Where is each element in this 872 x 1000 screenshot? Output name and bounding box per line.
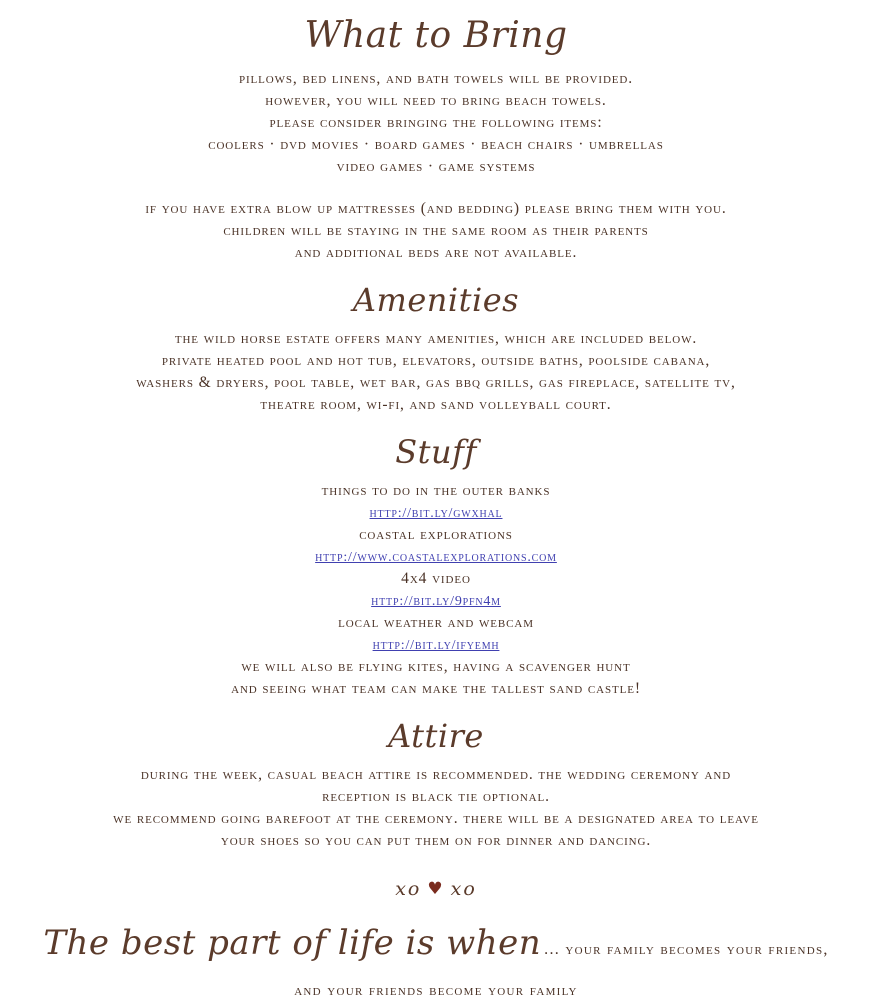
section-heading-stuff: Stuff xyxy=(395,433,477,471)
section-heading-attire: Attire xyxy=(388,717,484,755)
text-line: 4x4 video xyxy=(401,570,471,587)
text-line: local weather and webcam xyxy=(338,614,534,631)
closing-line-2: and your friends become your family xyxy=(294,982,578,999)
text-line: we recommend going barefoot at the ceremony. there will be a designated area to leave xyxy=(113,810,759,827)
text-line: private heated pool and hot tub, elevators, outside baths, poolside cabana, xyxy=(161,352,711,369)
text-line: however, you will need to bring beach towels. xyxy=(265,92,607,109)
text-line: coastal explorations xyxy=(359,526,513,543)
section-heading-amenities: Amenities xyxy=(352,281,520,319)
what-to-bring-paragraph-1 xyxy=(20,68,852,178)
link-4x4-video[interactable]: http://bit.ly/9pfn4m xyxy=(371,594,501,609)
link-coastal-explorations[interactable]: http://www.coastalexplorations.com xyxy=(315,550,557,565)
section-heading-what-to-bring: What to Bring xyxy=(304,15,568,56)
text-line: your shoes so you can put them on for dinner and dancing. xyxy=(220,832,652,849)
link-line xyxy=(20,590,852,612)
heart-icon: ♥ xyxy=(427,879,445,899)
link-line xyxy=(20,502,852,524)
text-line: things to do in the outer banks xyxy=(321,482,551,499)
text-line: coolers · dvd movies · board games · beach chairs · umbrellas xyxy=(208,136,664,153)
link-line xyxy=(20,546,852,568)
text-line: washers & dryers, pool table, wet bar, gas bbq grills, gas fireplace, satellite tv, xyxy=(136,374,736,391)
stuff-body xyxy=(20,480,852,700)
text-line: we will also be flying kites, having a scavenger hunt xyxy=(241,658,631,675)
attire-body xyxy=(20,764,852,852)
text-line: children will be staying in the same room as their parents xyxy=(223,222,649,239)
text-line: and seeing what team can make the tallest sand castle! xyxy=(231,680,641,697)
link-line xyxy=(20,634,852,656)
closing-script-text: The best part of life is when xyxy=(43,923,542,963)
text-line: theatre room, wi-fi, and sand volleyball court. xyxy=(260,396,612,413)
xo-heart-divider xyxy=(20,878,852,900)
closing-caps-text: ... your family becomes your friends, xyxy=(544,941,829,958)
closing-quote xyxy=(20,923,852,1000)
spacer xyxy=(20,178,852,198)
what-to-bring-paragraph-2 xyxy=(20,198,852,264)
text-line: and additional beds are not available. xyxy=(294,244,578,261)
text-line: reception is black tie optional. xyxy=(322,788,550,805)
xo-left: xo xyxy=(395,878,422,900)
text-line: video games · game systems xyxy=(336,158,536,175)
link-local-weather-webcam[interactable]: http://bit.ly/ifyemh xyxy=(372,638,500,653)
text-line: please consider bringing the following items: xyxy=(269,114,603,131)
text-line: if you have extra blow up mattresses (and bedding) please bring them with you. xyxy=(145,200,727,217)
text-line: during the week, casual beach attire is recommended. the wedding ceremony and xyxy=(140,766,732,783)
text-line: the wild horse estate offers many amenities, which are included below. xyxy=(174,330,698,347)
closing-line-1 xyxy=(20,923,852,963)
xo-right: xo xyxy=(450,878,477,900)
text-line: pillows, bed linens, and bath towels will be provided. xyxy=(238,70,634,87)
link-things-to-do[interactable]: http://bit.ly/gwxhal xyxy=(369,506,503,521)
amenities-body xyxy=(20,328,852,416)
